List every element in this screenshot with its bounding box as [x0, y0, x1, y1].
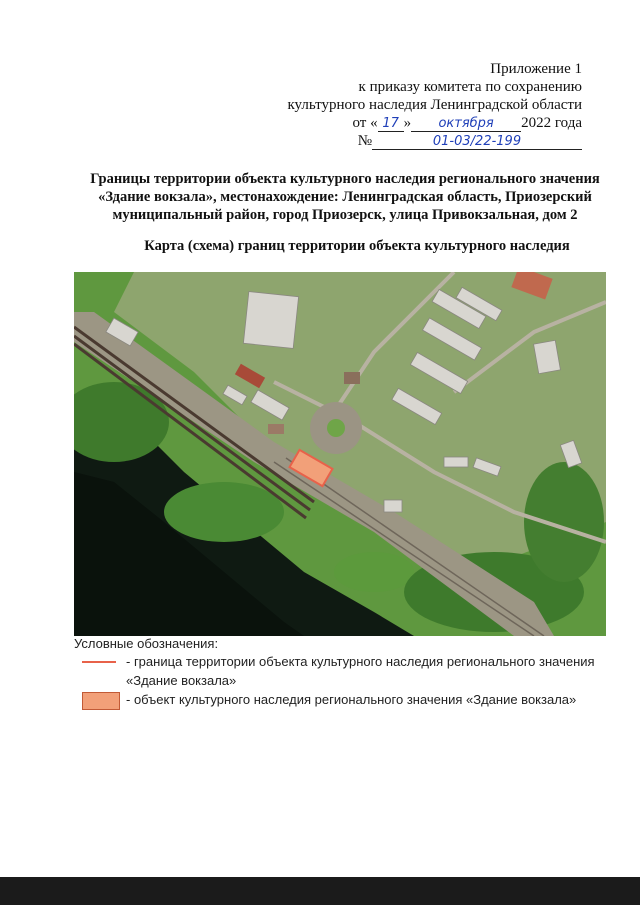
aerial-map: [74, 272, 606, 636]
document-title: [70, 170, 620, 224]
title-line-1: Границы территории объекта культурного наследия регионального значения: [90, 171, 600, 187]
legend-item-object-label: - объект культурного наследия регионального значения «Здание вокзала»: [126, 692, 577, 707]
appendix-date-line: [287, 114, 582, 132]
boundary-line-symbol: [82, 661, 116, 663]
appendix-header: [287, 60, 582, 150]
title-line-3: муниципальный район, город Приозерск, улица Привокзальная, дом 2: [112, 207, 578, 223]
date-mid: »: [403, 115, 412, 131]
appendix-committee-line: культурного наследия Ленинградской области: [287, 97, 582, 113]
appendix-number-line: [287, 132, 582, 150]
date-year: 2022 года: [521, 115, 582, 131]
appendix-title: Приложение 1: [490, 61, 582, 77]
object-area-symbol: [82, 692, 120, 710]
map-title: Карта (схема) границ территории объекта культурного наследия: [144, 238, 570, 254]
title-line-2: «Здание вокзала», местонахождение: Ленинградская область, Приозерский: [98, 189, 592, 205]
date-prefix: от «: [352, 115, 378, 131]
legend-heading: Условные обозначения:: [74, 636, 219, 651]
aerial-map-image: [74, 272, 606, 636]
appendix-order-line: к приказу комитета по сохранению: [358, 79, 582, 95]
number-prefix: №: [357, 133, 372, 149]
date-day: 17: [378, 115, 404, 132]
legend-item-boundary-label: - граница территории объекта культурного наследия регионального значения «Здание вокзала»: [126, 654, 595, 688]
scan-bottom-edge: [0, 877, 640, 905]
date-month: октября: [411, 115, 521, 132]
order-number: 01-03/22-199: [372, 133, 582, 150]
